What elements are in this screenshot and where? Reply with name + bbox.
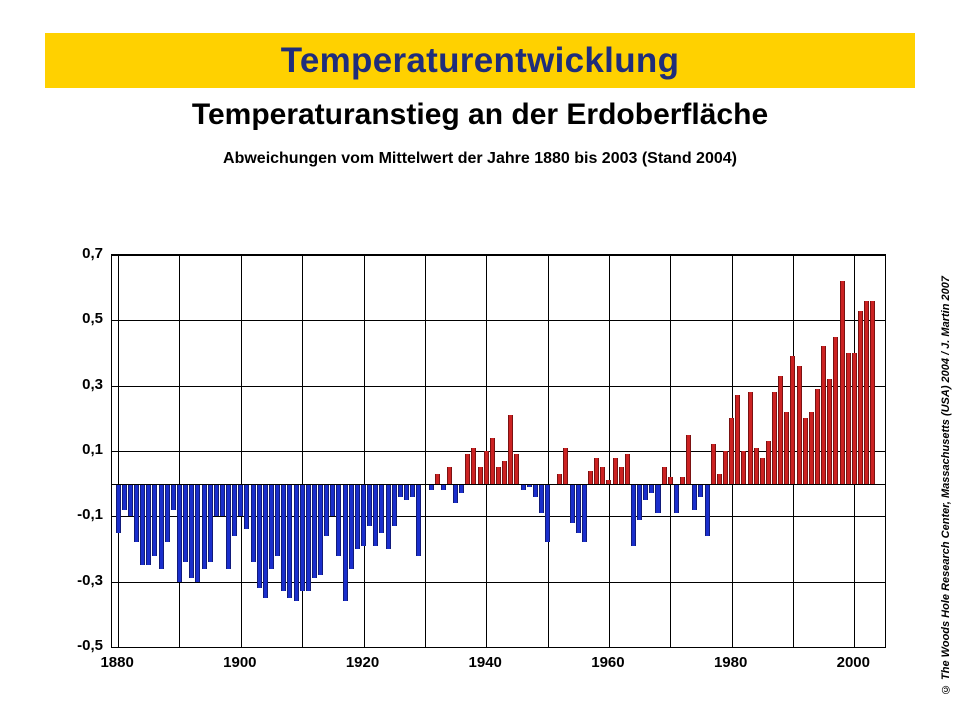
bar — [570, 484, 575, 523]
bar — [416, 484, 421, 556]
bar — [208, 484, 213, 562]
bar — [214, 484, 219, 517]
bar — [790, 356, 795, 483]
bar — [840, 281, 845, 484]
x-tick-label: 1960 — [591, 654, 625, 671]
gridline-vertical — [179, 255, 180, 647]
bar — [864, 301, 869, 484]
bar — [128, 484, 133, 517]
gridline-vertical — [241, 255, 242, 647]
bar — [668, 477, 673, 484]
y-tick-label: -0,1 — [77, 506, 103, 524]
bar — [582, 484, 587, 543]
bar — [336, 484, 341, 556]
bar — [257, 484, 262, 589]
bar — [275, 484, 280, 556]
bar — [754, 448, 759, 484]
gridline-horizontal — [112, 582, 885, 583]
bar — [594, 458, 599, 484]
bar — [852, 353, 857, 484]
bar — [809, 412, 814, 484]
bar — [649, 484, 654, 494]
bar — [686, 435, 691, 484]
bar — [514, 454, 519, 483]
bar — [171, 484, 176, 510]
bar — [502, 461, 507, 484]
bar — [772, 392, 777, 483]
bar — [778, 376, 783, 484]
bar — [803, 418, 808, 483]
bar — [557, 474, 562, 484]
bar — [545, 484, 550, 543]
bar — [349, 484, 354, 569]
bar — [324, 484, 329, 536]
bar — [588, 471, 593, 484]
gridline-horizontal — [112, 386, 885, 387]
bar — [729, 418, 734, 483]
bar — [244, 484, 249, 530]
bar — [189, 484, 194, 579]
bar — [165, 484, 170, 543]
bar — [251, 484, 256, 562]
y-tick-label: 0,7 — [82, 245, 103, 262]
bar — [705, 484, 710, 536]
bar — [140, 484, 145, 566]
bar — [287, 484, 292, 598]
x-tick-label: 1900 — [223, 654, 257, 671]
bar — [183, 484, 188, 562]
bar — [306, 484, 311, 592]
bar — [625, 454, 630, 483]
bar — [435, 474, 440, 484]
chart-title: Temperaturanstieg an der Erdoberfläche — [191, 98, 769, 131]
bar — [748, 392, 753, 483]
bar — [134, 484, 139, 543]
x-tick-label: 1920 — [345, 654, 380, 671]
bar — [263, 484, 268, 598]
credit-text: © The Woods Hole Research Center, Massachusetts (USA) 2004 / J. Martin 2007 — [940, 276, 952, 695]
bar — [741, 451, 746, 484]
bar — [723, 451, 728, 484]
bar — [827, 379, 832, 484]
bar — [711, 444, 716, 483]
gridline-vertical — [118, 255, 119, 647]
gridline-vertical — [425, 255, 426, 647]
bar — [202, 484, 207, 569]
bar — [735, 395, 740, 483]
bar — [637, 484, 642, 520]
bar — [471, 448, 476, 484]
bar — [484, 451, 489, 484]
gridline-vertical — [548, 255, 549, 647]
chart-subtitle: Abweichungen vom Mittelwert der Jahre 1880 bis 2003 (Stand 2004) — [223, 150, 737, 167]
bar — [465, 454, 470, 483]
y-tick-label: 0,5 — [82, 310, 103, 328]
bar — [459, 484, 464, 494]
bar — [539, 484, 544, 513]
bar — [122, 484, 127, 510]
y-tick-label: -0,5 — [77, 637, 103, 654]
bar — [159, 484, 164, 569]
bar — [563, 448, 568, 484]
bar — [643, 484, 648, 500]
bar — [226, 484, 231, 569]
bar — [177, 484, 182, 582]
bar — [232, 484, 237, 536]
bar — [508, 415, 513, 484]
bar — [766, 441, 771, 483]
bar — [698, 484, 703, 497]
plot-canvas — [111, 254, 886, 648]
bar — [655, 484, 660, 513]
y-tick-label: 0,1 — [82, 441, 103, 458]
bar — [833, 337, 838, 484]
bar — [220, 484, 225, 517]
bar — [576, 484, 581, 533]
bar — [152, 484, 157, 556]
bar — [613, 458, 618, 484]
bar — [300, 484, 305, 592]
banner-title: Temperaturentwicklung — [280, 41, 680, 80]
bar — [496, 467, 501, 483]
bar — [373, 484, 378, 546]
bar — [846, 353, 851, 484]
bar — [447, 467, 452, 483]
bar — [600, 467, 605, 483]
bar — [717, 474, 722, 484]
zero-axis-line — [112, 484, 885, 485]
bar — [404, 484, 409, 500]
bar — [330, 484, 335, 517]
bar — [386, 484, 391, 549]
bar — [312, 484, 317, 579]
bar — [453, 484, 458, 504]
bar — [797, 366, 802, 484]
gridline-vertical — [609, 255, 610, 647]
bar — [784, 412, 789, 484]
bar — [367, 484, 372, 526]
x-tick-label: 2000 — [836, 654, 870, 671]
bar — [318, 484, 323, 575]
bar — [379, 484, 384, 533]
bar — [281, 484, 286, 592]
bar — [662, 467, 667, 483]
bar — [410, 484, 415, 497]
bar — [294, 484, 299, 602]
bar — [116, 484, 121, 533]
gridline-horizontal — [112, 255, 885, 256]
bar — [815, 389, 820, 484]
bar — [870, 301, 875, 484]
bar — [674, 484, 679, 513]
bar — [238, 484, 243, 517]
y-tick-label: 0,3 — [82, 375, 103, 393]
bar — [631, 484, 636, 546]
bar — [398, 484, 403, 497]
bar — [760, 458, 765, 484]
bar — [269, 484, 274, 569]
bar — [858, 311, 863, 484]
bar — [146, 484, 151, 566]
bar — [361, 484, 366, 546]
bar — [821, 346, 826, 483]
x-tick-label: 1880 — [100, 654, 134, 671]
x-tick-label: 1940 — [468, 654, 502, 671]
gridline-vertical — [670, 255, 671, 647]
bar — [355, 484, 360, 549]
bar — [478, 467, 483, 483]
bar — [195, 484, 200, 582]
x-tick-label: 1980 — [713, 654, 748, 671]
bar — [392, 484, 397, 526]
gridline-vertical — [364, 255, 365, 647]
gridline-horizontal — [112, 320, 885, 321]
bar — [619, 467, 624, 483]
bar — [680, 477, 685, 484]
bar — [343, 484, 348, 602]
bar — [490, 438, 495, 484]
bar — [533, 484, 538, 497]
bar — [692, 484, 697, 510]
y-tick-label: -0,3 — [77, 571, 103, 589]
